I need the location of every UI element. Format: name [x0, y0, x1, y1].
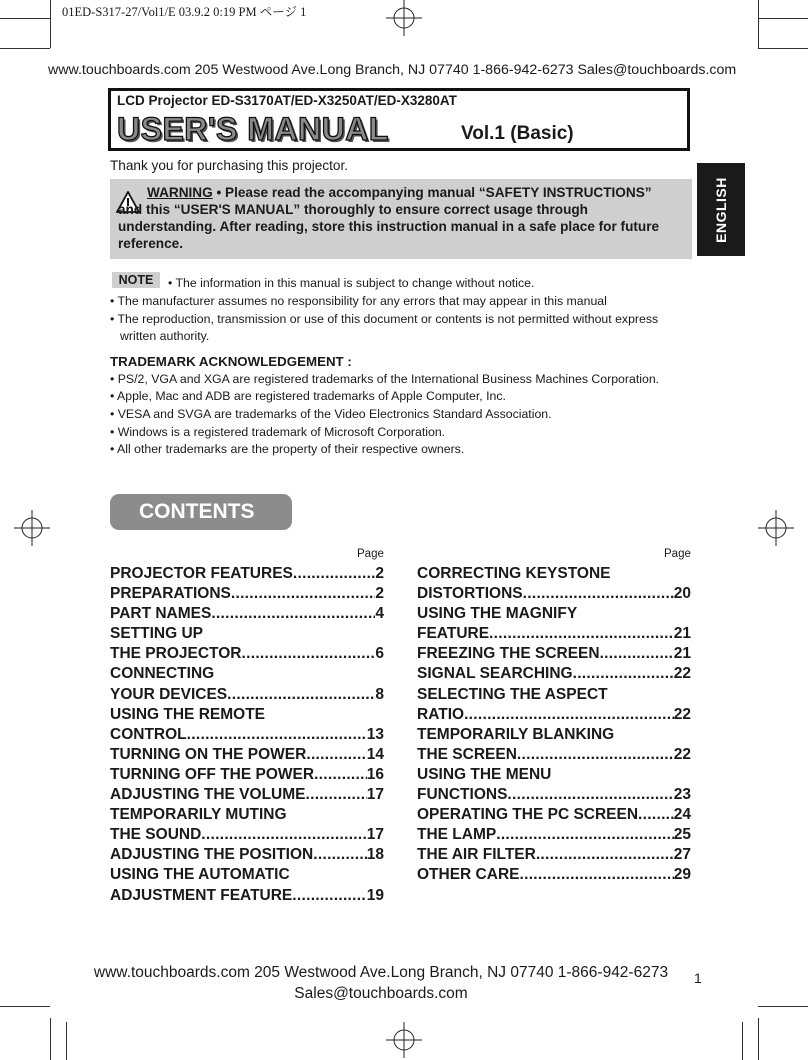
toc-entry-title: USING THE MAGNIFY: [417, 605, 578, 623]
toc-entry: [110, 584, 384, 604]
toc-entry: [417, 624, 691, 644]
toc-leader-dots: [638, 805, 674, 825]
toc-entry-title: THE AIR FILTER: [417, 846, 536, 864]
toc-entry: [417, 765, 691, 785]
toc-entry-title: USING THE MENU: [417, 765, 552, 783]
toc-entry-title: THE PROJECTOR: [110, 645, 242, 663]
toc-entry: [110, 745, 384, 765]
toc-entry-title: RATIO: [417, 705, 465, 723]
warning-body: • Please read the accompanying manual “SAFETY INSTRUCTIONS” and this “USER'S MANUAL” thoroughly to ensure correct usage through understanding. After reading, store this instruction manual in a safe place for future reference.: [118, 185, 660, 251]
toc-leader-dots: [523, 584, 674, 604]
toc-leader-dots: [292, 886, 366, 906]
toc-entry-page: 25: [673, 826, 691, 844]
toc-entry-page: 27: [673, 846, 691, 864]
registration-mark-icon: [386, 1022, 422, 1058]
toc-entry-page: 13: [366, 725, 384, 743]
toc-leader-dots: [507, 785, 673, 805]
contact-header: www.touchboards.com 205 Westwood Ave.Long Branch, NJ 07740 1-866-942-6273 Sales@touchboards.com: [48, 62, 737, 78]
toc-entry-title: TURNING ON THE POWER: [110, 745, 307, 763]
toc-leader-dots: [464, 705, 674, 725]
registration-mark-icon: [386, 0, 422, 36]
toc-entry: [110, 725, 384, 745]
toc-entry: [110, 805, 384, 825]
toc-entry-page: 21: [673, 625, 691, 643]
page-column-label: Page: [357, 548, 384, 560]
toc-entry: [110, 765, 384, 785]
toc-entry-page: 6: [375, 645, 384, 663]
toc-entry: [110, 886, 384, 906]
toc-entry: [110, 825, 384, 845]
toc-entry: [417, 664, 691, 684]
toc-entry-title: SIGNAL SEARCHING: [417, 665, 573, 683]
toc-entry: [110, 845, 384, 865]
warning-box: [110, 179, 692, 259]
toc-entry-title: OTHER CARE: [417, 866, 520, 884]
toc-entry-page: 2: [375, 585, 384, 603]
toc-entry-title: SETTING UP: [110, 625, 204, 643]
toc-entry-title: TEMPORARILY MUTING: [110, 806, 287, 824]
toc-entry-page: 22: [673, 705, 691, 723]
toc-entry-page: 22: [673, 745, 691, 763]
toc-entry: [417, 564, 691, 584]
toc-entry: [110, 644, 384, 664]
registration-mark-icon: [758, 510, 794, 546]
toc-leader-dots: [496, 825, 674, 845]
note-item: • The reproduction, transmission or use of this document or contents is not permitted without express: [110, 312, 659, 326]
toc-entry-title: USING THE AUTOMATIC: [110, 866, 290, 884]
toc-entry-page: 17: [366, 786, 384, 804]
toc-leader-dots: [600, 644, 674, 664]
toc-entry: [417, 685, 691, 705]
volume-label: Vol.1 (Basic): [461, 123, 574, 144]
toc-entry-page: 22: [673, 665, 691, 683]
toc-entry-title: ADJUSTMENT FEATURE: [110, 886, 293, 904]
page-column-label: Page: [664, 548, 691, 560]
toc-leader-dots: [519, 865, 673, 885]
toc-entry-title: USING THE REMOTE: [110, 705, 266, 723]
toc-entry: [110, 685, 384, 705]
toc-entry: [110, 604, 384, 624]
toc-entry: [417, 644, 691, 664]
toc-leader-dots: [314, 765, 367, 785]
toc-entry: [110, 564, 384, 584]
toc-entry: [417, 745, 691, 765]
toc-entry-title: FREEZING THE SCREEN: [417, 645, 600, 663]
toc-entry-page: 21: [673, 645, 691, 663]
model-line: LCD Projector ED-S3170AT/ED-X3250AT/ED-X3280AT: [117, 93, 457, 108]
manual-title: USER'S MANUAL: [117, 111, 389, 147]
toc-entry-title: THE SOUND: [110, 826, 202, 844]
toc-leader-dots: [187, 725, 367, 745]
toc-entry-title: ADJUSTING THE VOLUME: [110, 786, 306, 804]
toc-leader-dots: [313, 845, 367, 865]
toc-entry-title: TEMPORARILY BLANKING: [417, 725, 615, 743]
toc-entry-title: PREPARATIONS: [110, 585, 231, 603]
warning-label: WARNING: [147, 185, 213, 200]
toc-entry-page: 16: [366, 765, 384, 783]
toc-entry: [417, 725, 691, 745]
thanks-text: Thank you for purchasing this projector.: [110, 158, 349, 173]
trademark-heading: TRADEMARK ACKNOWLEDGEMENT :: [110, 354, 352, 369]
title-box: [108, 88, 690, 151]
print-slug: 01ED-S317-27/Vol1/E 03.9.2 0:19 PM ページ 1: [62, 5, 307, 19]
toc-entry-title: TURNING OFF THE POWER: [110, 765, 315, 783]
note-item: written authority.: [120, 329, 210, 343]
page-number: 1: [694, 970, 702, 986]
toc-entry: [110, 865, 384, 885]
note-item: • The manufacturer assumes no responsibility for any errors that may appear in this manual: [110, 294, 607, 308]
toc-entry-page: 24: [673, 806, 691, 824]
toc-entry: [417, 584, 691, 604]
toc-entry-page: 23: [673, 786, 691, 804]
trademark-item: • PS/2, VGA and XGA are registered trademarks of the International Business Machines Corporation.: [110, 372, 660, 386]
toc-entry-title: SELECTING THE ASPECT: [417, 685, 608, 703]
toc-entry: [417, 705, 691, 725]
toc-entry: [417, 825, 691, 845]
toc-entry-title: FUNCTIONS: [417, 786, 508, 804]
toc-entry: [110, 785, 384, 805]
toc-entry: [417, 604, 691, 624]
toc-right-column: [417, 564, 691, 886]
toc-entry-page: 14: [366, 745, 384, 763]
language-tab-label: ENGLISH: [713, 176, 729, 243]
toc-entry: [417, 805, 691, 825]
toc-entry-title: OPERATING THE PC SCREEN: [417, 806, 639, 824]
toc-entry-page: 18: [366, 846, 384, 864]
toc-left-column: [110, 564, 384, 906]
contact-footer-line: www.touchboards.com 205 Westwood Ave.Long Branch, NJ 07740 1-866-942-6273: [93, 964, 669, 981]
toc-entry-title: PART NAMES: [110, 605, 212, 623]
toc-leader-dots: [227, 685, 375, 705]
toc-entry-page: 20: [673, 585, 691, 603]
toc-leader-dots: [211, 604, 375, 624]
toc-entry-title: CONNECTING: [110, 665, 215, 683]
toc-entry: [417, 785, 691, 805]
toc-leader-dots: [573, 664, 674, 684]
toc-entry: [110, 664, 384, 684]
toc-entry: [417, 865, 691, 885]
toc-leader-dots: [536, 845, 674, 865]
toc-entry-title: YOUR DEVICES: [110, 685, 228, 703]
toc-entry-page: 4: [375, 605, 384, 623]
toc-entry-title: ADJUSTING THE POSITION: [110, 846, 314, 864]
contact-footer: [0, 962, 762, 1004]
registration-mark-icon: [14, 510, 50, 546]
toc-leader-dots: [242, 644, 376, 664]
note-item: • The information in this manual is subject to change without notice.: [168, 276, 535, 290]
toc-entry-page: 8: [375, 685, 384, 703]
toc-entry-title: THE SCREEN: [417, 745, 517, 763]
toc-entry-title: THE LAMP: [417, 826, 497, 844]
toc-leader-dots: [306, 745, 366, 765]
toc-entry-title: CORRECTING KEYSTONE: [417, 565, 611, 582]
toc-entry-title: CONTROL: [110, 725, 187, 743]
toc-entry-page: 2: [375, 565, 384, 582]
toc-entry-page: 29: [673, 866, 691, 884]
trademark-item: • Windows is a registered trademark of Microsoft Corporation.: [110, 425, 446, 439]
toc-entry-title: FEATURE: [417, 625, 490, 643]
toc-entry-page: 17: [366, 826, 384, 844]
contents-heading: CONTENTS: [110, 494, 292, 530]
trademark-item: • All other trademarks are the property of their respective owners.: [110, 442, 465, 456]
toc-entry: [110, 624, 384, 644]
toc-leader-dots: [201, 825, 366, 845]
toc-entry-title: PROJECTOR FEATURES: [110, 565, 293, 582]
toc-leader-dots: [293, 564, 376, 584]
language-tab: [697, 163, 745, 256]
note-tag: NOTE: [112, 272, 161, 288]
toc-leader-dots: [489, 624, 674, 644]
trademark-item: • VESA and SVGA are trademarks of the Video Electronics Standard Association.: [110, 407, 552, 421]
toc-leader-dots: [231, 584, 376, 604]
toc-leader-dots: [517, 745, 674, 765]
toc-entry-page: 19: [366, 886, 384, 904]
toc-entry: [417, 845, 691, 865]
toc-entry-title: DISTORTIONS: [417, 585, 523, 603]
contact-footer-line: Sales@touchboards.com: [294, 985, 468, 1002]
trademark-item: • Apple, Mac and ADB are registered trademarks of Apple Computer, Inc.: [110, 389, 506, 403]
warning-text: [118, 184, 678, 252]
toc-leader-dots: [305, 785, 366, 805]
toc-entry: [110, 705, 384, 725]
